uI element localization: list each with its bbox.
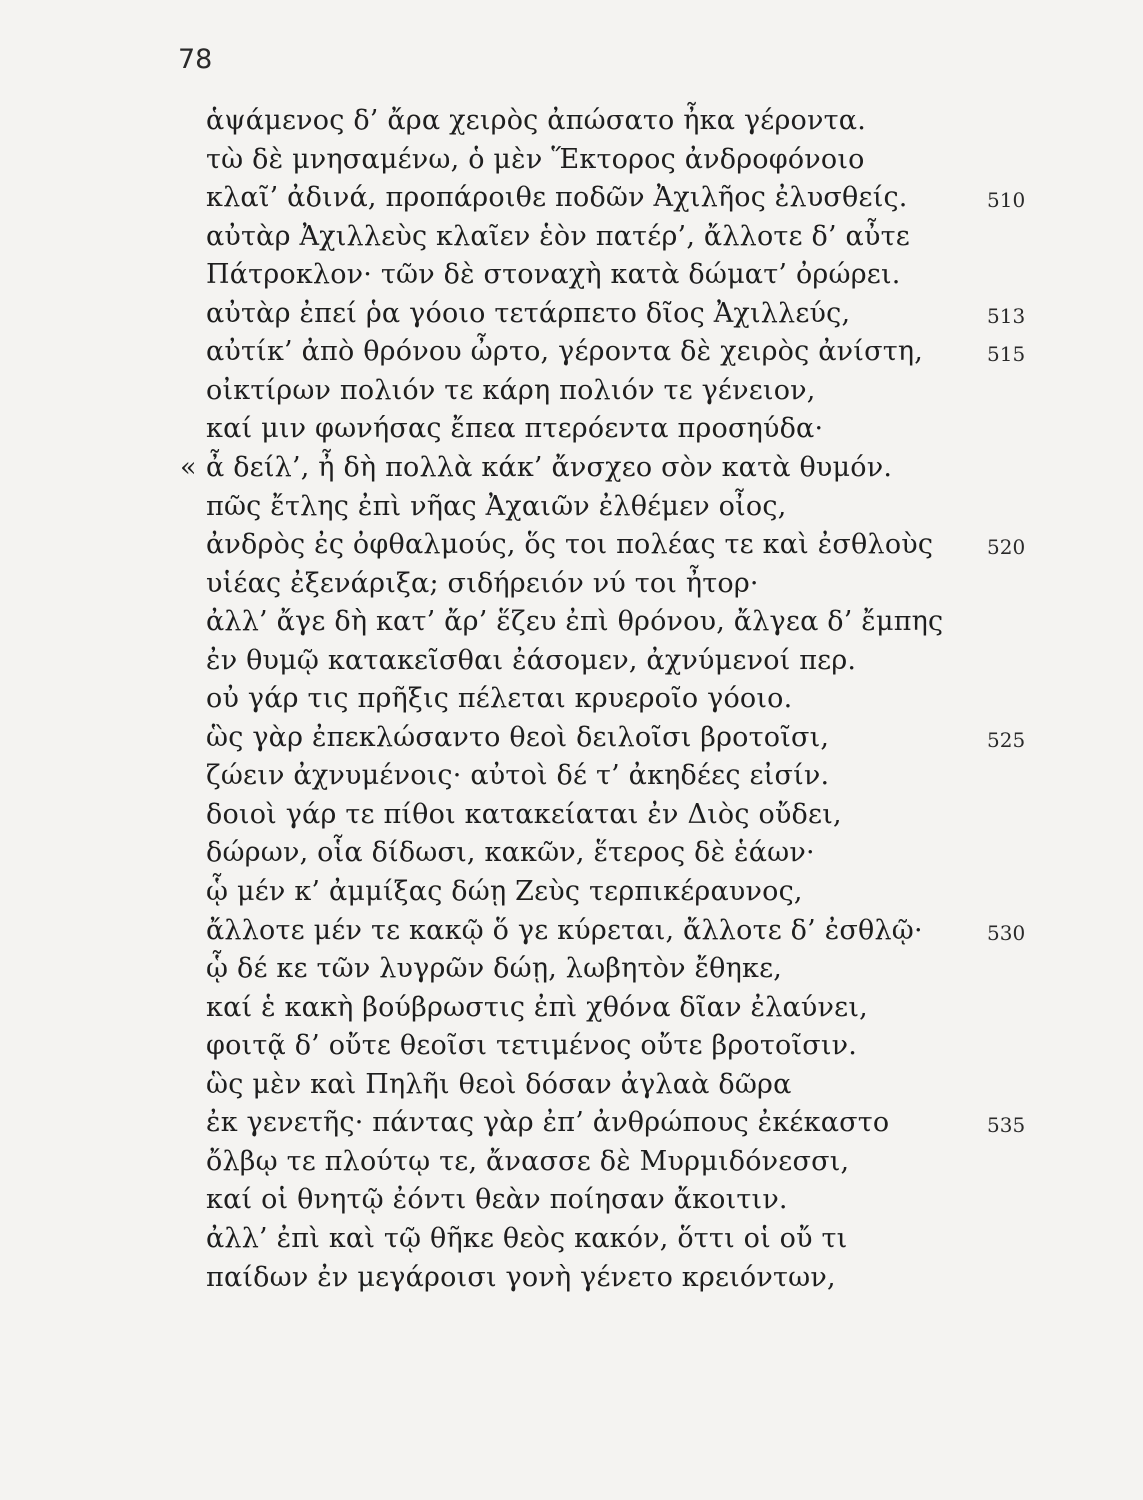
verse-text: ὄλβῳ τε πλούτῳ τε, ἄνασσε δὲ Μυρμιδόνεσσι, [206, 1145, 850, 1177]
verse-line [0, 718, 1143, 758]
verse-line [0, 101, 1143, 141]
verse-text: ἀνδρὸς ἐς ὀφθαλμούς, ὅς τοι πολέας τε καὶ ἐσθλοὺς [206, 529, 934, 561]
verse-line [0, 140, 1143, 180]
verse-text: ἆ δείλ’, ἦ δὴ πολλὰ κάκ’ ἄνσχεο σὸν κατὰ θυμόν. [206, 451, 893, 483]
verse-text: αὐτὰρ ἐπεί ῥα γόοιο τετάρπετο δῖος Ἀχιλλεύς, [206, 297, 851, 329]
verse-text: καί μιν φωνήσας ἔπεα πτερόεντα προσηύδα· [206, 413, 824, 445]
verse-text: υἱέας ἐξενάριξα; σιδήρειόν νύ τοι ἦτορ· [206, 567, 759, 599]
verse-text: δοιοὶ γάρ τε πίθοι κατακείαται ἐν Διὸς οὔδει, [206, 798, 842, 830]
line-number: 530 [987, 920, 1026, 945]
verse-line [0, 756, 1143, 796]
verse-text: παίδων ἐν μεγάροισι γονὴ γένετο κρειόντων, [206, 1261, 836, 1293]
verse-line [0, 564, 1143, 604]
verse-text: ζώειν ἀχνυμένοις· αὐτοὶ δέ τ’ ἀκηδέες εἰσίν. [206, 760, 830, 792]
verse-text: οἰκτίρων πολιόν τε κάρη πολιόν τε γένειον, [206, 374, 816, 406]
verse-line [0, 1065, 1143, 1105]
verse-line [0, 679, 1143, 719]
verse-line [0, 602, 1143, 642]
verse-text: ᾧ μέν κ’ ἀμμίξας δώῃ Ζεὺς τερπικέραυνος, [206, 876, 803, 907]
verse-line [0, 795, 1143, 835]
line-number: 513 [987, 303, 1026, 328]
verse-text: αὐτίκ’ ἀπὸ θρόνου ὦρτο, γέροντα δὲ χειρὸς ἀνίστη, [206, 336, 923, 368]
line-number: 520 [987, 535, 1026, 560]
verse-text: καί ἑ κακὴ βούβρωστις ἐπὶ χθόνα δῖαν ἐλαύνει, [206, 991, 868, 1023]
verse-line [0, 525, 1143, 565]
verse-text: οὐ γάρ τις πρῆξις πέλεται κρυεροῖο γόοιο. [206, 683, 793, 715]
verse-text: φοιτᾷ δ’ οὔτε θεοῖσι τετιμένος οὔτε βροτοῖσιν. [206, 1030, 858, 1062]
verse-line [0, 872, 1143, 912]
line-number: 515 [987, 342, 1026, 367]
verse-text: δώρων, οἷα δίδωσι, κακῶν, ἕτερος δὲ ἑάων· [206, 837, 815, 869]
verse-text: ὣς μὲν καὶ Πηλῆι θεοὶ δόσαν ἀγλαὰ δῶρα [206, 1068, 792, 1100]
verse-text: πῶς ἔτλης ἐπὶ νῆας Ἀχαιῶν ἐλθέμεν οἶος, [206, 490, 787, 522]
verse-line [0, 1103, 1143, 1143]
verse-text: τὼ δὲ μνησαμένω, ὁ μὲν Ἕκτορος ἀνδροφόνοιο [206, 143, 865, 175]
verse-line [0, 1258, 1143, 1298]
verse-line [0, 448, 1143, 488]
verse-text: ἄλλοτε μέν τε κακῷ ὅ γε κύρεται, ἄλλοτε δ’ ἐσθλῷ· [206, 914, 923, 946]
verse-line [0, 294, 1143, 334]
verse-line [0, 833, 1143, 873]
verse-line [0, 487, 1143, 527]
verse-line [0, 1026, 1143, 1066]
verse-line [0, 1219, 1143, 1259]
verse-line [0, 371, 1143, 411]
verse-text: καί οἱ θνητῷ ἐόντι θεὰν ποίησαν ἄκοιτιν. [206, 1184, 788, 1216]
line-number: 535 [987, 1113, 1026, 1138]
verse-line [0, 217, 1143, 257]
verse-text: ὣς γὰρ ἐπεκλώσαντο θεοὶ δειλοῖσι βροτοῖσι, [206, 721, 830, 753]
quote-mark: « [180, 451, 197, 483]
verse-line [0, 178, 1143, 218]
page-number: 78 [178, 44, 213, 75]
verse-text: ἀλλ’ ἐπὶ καὶ τῷ θῆκε θεὸς κακόν, ὅττι οἱ οὔ τι [206, 1222, 848, 1254]
verse-text: ἐκ γενετῆς· πάντας γὰρ ἐπ’ ἀνθρώπους ἐκέκαστο [206, 1107, 890, 1139]
verse-line [0, 409, 1143, 449]
verse-line [0, 1180, 1143, 1220]
verse-text: κλαῖ’ ἀδινά, προπάροιθε ποδῶν Ἀχιλῆος ἐλυσθείς. [206, 182, 908, 214]
verse-line [0, 949, 1143, 989]
verse-text: αὐτὰρ Ἀχιλλεὺς κλαῖεν ἑὸν πατέρ’, ἄλλοτε δ’ αὖτε [206, 220, 910, 252]
verse-line [0, 641, 1143, 681]
verse-text: ἀλλ’ ἄγε δὴ κατ’ ἄρ’ ἕζευ ἐπὶ θρόνου, ἄλγεα δ’ ἔμπης [206, 606, 944, 638]
line-number: 510 [987, 188, 1026, 213]
line-number: 525 [987, 727, 1026, 752]
verse-text: Πάτροκλον· τῶν δὲ στοναχὴ κατὰ δώματ’ ὀρώρει. [206, 259, 901, 291]
verse-text: ἐν θυμῷ κατακεῖσθαι ἐάσομεν, ἀχνύμενοί περ. [206, 644, 857, 676]
verse-line [0, 255, 1143, 295]
verse-text: ᾧ δέ κε τῶν λυγρῶν δώῃ, λωβητὸν ἔθηκε, [206, 953, 783, 985]
verse-line [0, 988, 1143, 1028]
verse-line [0, 911, 1143, 951]
verse-text: ἁψάμενος δ’ ἄρα χειρὸς ἀπώσατο ἦκα γέροντα. [206, 105, 866, 136]
verse-line [0, 332, 1143, 372]
verse-line [0, 1142, 1143, 1182]
